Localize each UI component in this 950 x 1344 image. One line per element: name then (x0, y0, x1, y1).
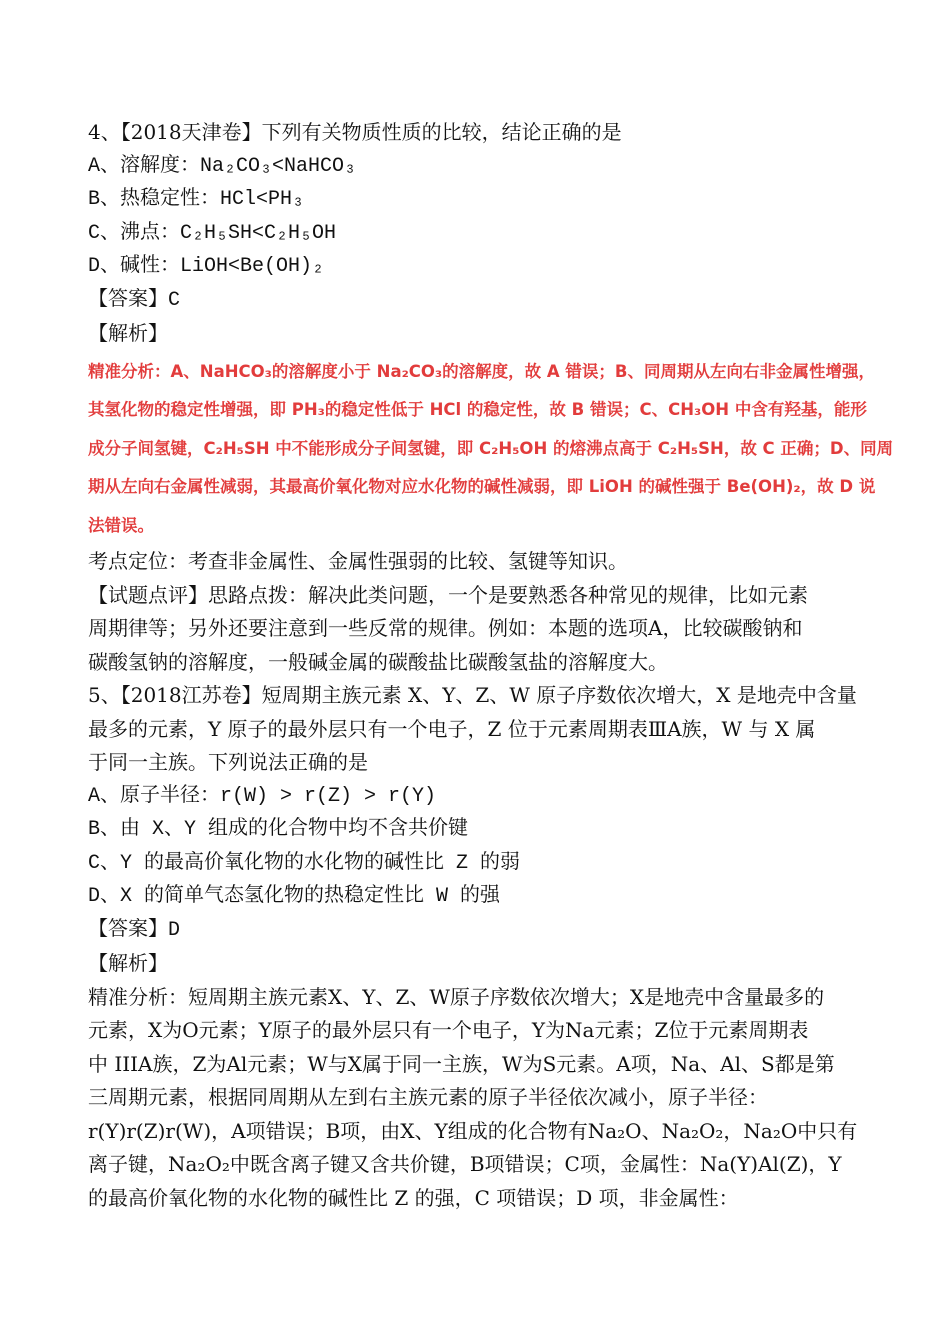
q5-option-a: A、原子半径：r(W) > r(Z) > r(Y) (88, 784, 437, 808)
q4-analysis (88, 353, 894, 546)
q4-option-c: C、沸点：C₂H₅SH<C₂H₅OH (88, 221, 337, 245)
q5-option-b: B、由 X、Y 组成的化合物中均不含共价键 (88, 818, 469, 841)
q4-analysis-line: 成分子间氢键，C₂H₅SH 中不能形成分子间氢键，即 C₂H₅OH 的熔沸点高于 C₂H₅SH，故 C 正确；D、同周 (88, 438, 894, 458)
q5-answer: 【答案】D (88, 918, 181, 942)
q5-analysis-line: 中 IIIA族，Z为Al元素；W与X属于同一主族，W为S元素。A项，Na、Al、S都是第 (88, 1051, 835, 1076)
q4-comment-line: 【试题点评】思路点拨：解决此类问题，一个是要熟悉各种常见的规律，比如元素 (88, 582, 808, 607)
q4-option-d: D、碱性：LiOH<Be(OH)₂ (88, 255, 325, 278)
q5-analysis-line: 离子键，Na₂O₂中既含离子键又含共价键，B项错误；C项，金属性：Na(Y)Al(Z)，Y (88, 1152, 842, 1176)
q5-analysis-label: 【解析】 (88, 951, 168, 975)
q5-analysis-line: 元素，X为O元素；Y原子的最外层只有一个电子，Y为Na元素；Z位于元素周期表 (88, 1018, 809, 1042)
q5-analysis-line: 三周期元素，根据同周期从左到右主族元素的原子半径依次减小，原子半径： (88, 1085, 768, 1109)
q4-option-a: A、溶解度：Na₂CO₃<NaHCO₃ (88, 154, 357, 178)
q4-analysis-label: 【解析】 (88, 321, 168, 345)
q4-comment-line: 碳酸氢钠的溶解度，一般碱金属的碳酸盐比碳酸氢盐的溶解度大。 (88, 649, 668, 674)
q4-analysis-line: 期从左向右金属性减弱，其最高价氧化物对应水化物的碱性减弱，即 LiOH 的碱性强于 Be(OH)₂，故 D 说 (88, 477, 876, 496)
q4-analysis-line: 法错误。 (88, 515, 154, 535)
q4-stem: 4、【2018天津卷】下列有关物质性质的比较，结论正确的是 (88, 120, 622, 144)
q5-analysis-line: 精准分析：短周期主族元素X、Y、Z、W原子序数依次增大；X是地壳中含量最多的 (88, 984, 825, 1009)
q5-analysis-line: r(Y)r(Z)r(W)，A项错误；B项，由X、Y组成的化合物有Na₂O、Na₂O₂，Na₂O中只有 (88, 1118, 858, 1143)
q4-kaodian: 考点定位：考查非金属性、金属性强弱的比较、氢键等知识。 (88, 549, 628, 573)
q5-option-c: C、Y 的最高价氧化物的水化物的碱性比 Z 的弱 (88, 851, 521, 875)
q5-stem-line: 于同一主族。下列说法正确的是 (88, 750, 368, 774)
q5-stem-line: 5、【2018江苏卷】短周期主族元素 X、Y、Z、W 原子序数依次增大，X 是地壳中含量 (88, 683, 857, 707)
q4-analysis-line: 其氢化物的稳定性增强，即 PH₃的稳定性低于 HCl 的稳定性，故 B 错误；C、CH₃OH 中含有羟基，能形 (88, 400, 867, 419)
q4-analysis-line: 精准分析：A、NaHCO₃的溶解度小于 Na₂CO₃的溶解度，故 A 错误；B、同周期从左向右非金属性增强， (88, 361, 875, 381)
q4-comment-line: 周期律等；另外还要注意到一些反常的规律。例如：本题的选项A，比较碳酸钠和 (88, 616, 803, 640)
q5-option-d: D、X 的简单气态氢化物的热稳定性比 W 的强 (88, 885, 501, 908)
document-page (88, 116, 894, 1215)
q4-answer: 【答案】C (88, 288, 181, 312)
q4-option-b: B、热稳定性：HCl<PH₃ (88, 188, 305, 211)
q5-stem-line: 最多的元素，Y 原子的最外层只有一个电子，Z 位于元素周期表ⅢA族，W 与 X 属 (88, 716, 816, 741)
q5-analysis-line: 的最高价氧化物的水化物的碱性比 Z 的强，C 项错误；D 项，非金属性： (88, 1185, 739, 1210)
